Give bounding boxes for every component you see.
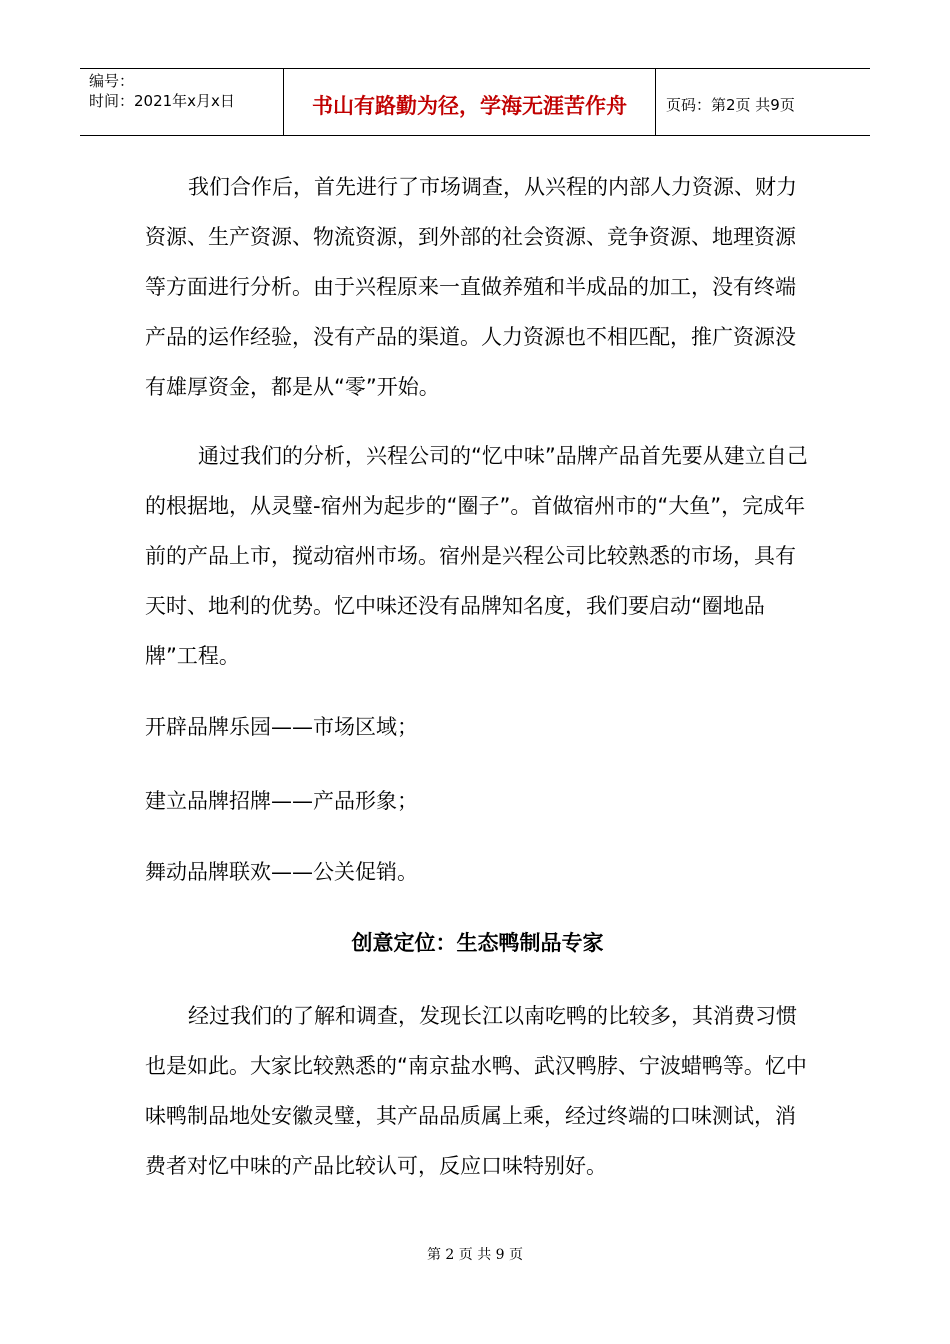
motto-text: 书山有路勤为径，学海无涯苦作舟 bbox=[312, 94, 627, 118]
list-item-product-image: 建立品牌招牌——产品形象； bbox=[145, 789, 418, 813]
list-item-pr-promotion: 舞动品牌联欢——公关促销。 bbox=[145, 860, 418, 884]
page-header bbox=[80, 68, 870, 136]
section-heading: 创意定位：生态鸭制品专家 bbox=[351, 931, 604, 955]
page-footer: 第 2 页 共 9 页 bbox=[426, 1247, 524, 1263]
paragraph-analysis: 通过我们的分析，兴程公司的“忆中味”品牌产品首先要从建立自己的根据地，从灵璧-宿州为起步的“圈子”。首做宿州市的“大鱼”，完成年前的产品上市，搅动宿州市场。宿州是兴程公司比较熟悉的市场，具有天时、地利的优势。忆中味还没有品牌知名度，我们要启动“圈地品牌”工程。 bbox=[145, 444, 808, 668]
paragraph-market-research: 我们合作后，首先进行了市场调查，从兴程的内部人力资源、财力资源、生产资源、物流资源，到外部的社会资源、竞争资源、地理资源等方面进行分析。由于兴程原来一直做养殖和半成品的加工，没有终端产品的运作经验，没有产品的渠道。人力资源也不相匹配，推广资源没有雄厚资金，都是从“零”开始。 bbox=[145, 175, 797, 399]
header-right-cell bbox=[656, 69, 870, 135]
time-label: 时间：2021年x月x日 bbox=[89, 92, 235, 110]
paragraph-positioning: 经过我们的了解和调查，发现长江以南吃鸭的比较多，其消费习惯也是如此。大家比较熟悉的“南京盐水鸭、武汉鸭脖、宁波蜡鸭等。忆中味鸭制品地处安徽灵璧，其产品品质属上乘，经过终端的口味测试，消费者对忆中味的产品比较认可，反应口味特别好。 bbox=[145, 1004, 807, 1178]
list-item-market-area: 开辟品牌乐园——市场区域； bbox=[145, 715, 418, 739]
header-left-cell bbox=[80, 69, 283, 135]
header-motto-cell bbox=[283, 69, 656, 135]
page-info: 页码：第2页 共9页 bbox=[666, 95, 795, 114]
number-label: 编号： bbox=[89, 72, 135, 90]
